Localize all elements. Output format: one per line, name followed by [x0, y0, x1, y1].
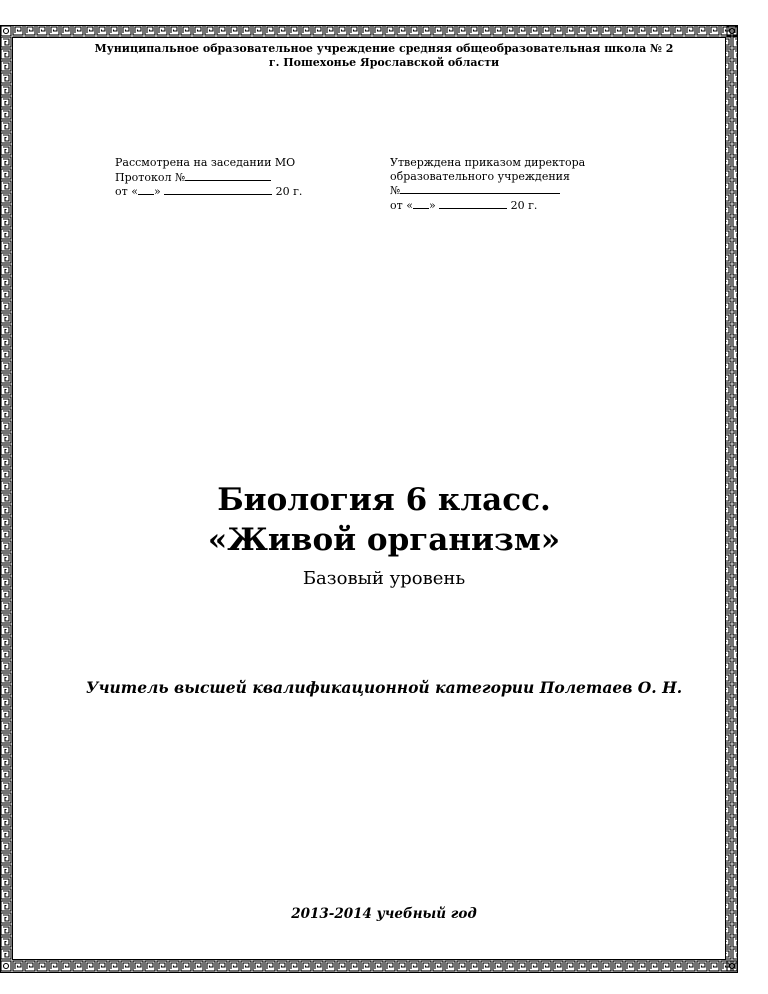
corner-bottom-left	[1, 961, 11, 971]
school-location: г. Пошехонье Ярославской области	[268, 56, 500, 69]
school-name: Муниципальное образовательное учреждение средняя общеобразовательная школа № 2	[94, 42, 674, 55]
page-content	[60, 38, 708, 958]
approval-right-approved: Утверждена приказом директора	[390, 156, 586, 169]
border-bottom	[12, 960, 738, 972]
approval-right-institution: образовательного учреждения	[390, 169, 570, 183]
corner-top-left	[1, 26, 11, 36]
approval-left-protocol: Протокол №	[115, 170, 302, 185]
document-title: Биология 6 класс.	[217, 482, 551, 518]
approval-left-date: от « » 20 г.	[115, 185, 303, 198]
border-left	[0, 37, 12, 960]
school-year: 2013-2014 учебный год	[291, 906, 477, 922]
approval-left-block	[115, 156, 302, 199]
teacher-name: Учитель высшей квалификационной категории Полетаев О. Н.	[85, 678, 683, 697]
document-level: Базовый уровень	[302, 568, 466, 589]
border-right	[726, 37, 738, 960]
document-subtitle: «Живой организм»	[207, 522, 561, 558]
approval-right-number: №	[390, 183, 585, 198]
approval-right-date: от « » 20 г.	[390, 198, 538, 212]
border-top	[12, 25, 738, 37]
approval-left-considered: Рассмотрена на заседании МО	[115, 156, 296, 169]
school-header	[60, 42, 708, 70]
approval-right-block	[390, 156, 585, 212]
